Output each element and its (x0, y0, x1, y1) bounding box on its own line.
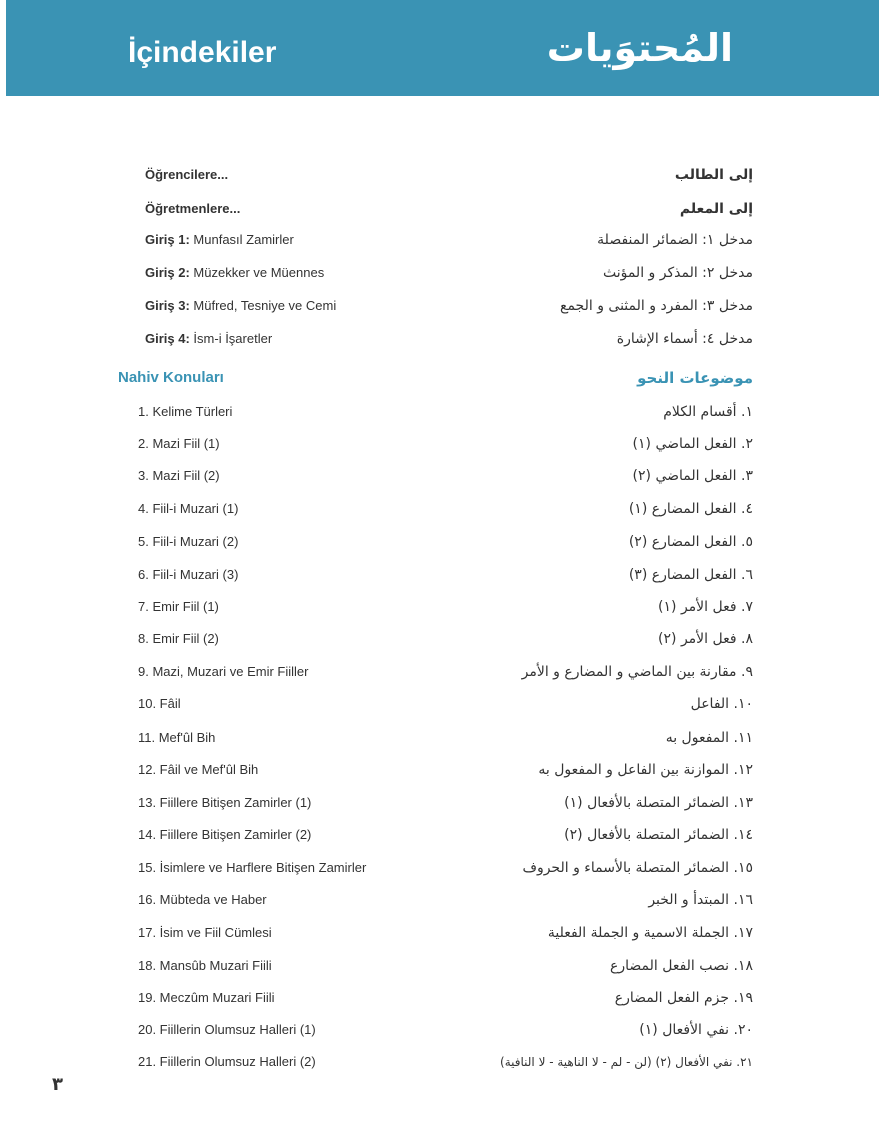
page-title-ar: المُحتوَيات (546, 26, 733, 70)
intro-label: Giriş 1: (145, 232, 190, 247)
topic-row (0, 401, 885, 425)
topic-ar: ٨. فعل الأمر (٢) (658, 631, 753, 647)
topic-row (0, 889, 885, 913)
topic-tr: 3. Mazi Fiil (2) (138, 468, 220, 483)
page-number: ٣ (52, 1074, 63, 1095)
intro-ar: مدخل ١: الضمائر المنفصلة (597, 232, 753, 248)
topic-ar: ٦. الفعل المضارع (٣) (628, 567, 753, 583)
intro-entry (145, 262, 324, 284)
topic-tr: 19. Meczûm Muzari Fiili (138, 990, 275, 1005)
topic-row (0, 693, 885, 717)
topic-row (0, 498, 885, 522)
intro-ar: إلى الطالب (674, 167, 753, 183)
topic-ar: ١٦. المبتدأ و الخبر (648, 892, 753, 908)
topic-row (0, 564, 885, 588)
intro-row (0, 229, 885, 253)
topic-ar: ١٣. الضمائر المتصلة بالأفعال (١) (564, 795, 753, 811)
intro-entry (145, 328, 272, 350)
intro-row (0, 295, 885, 319)
intro-row (0, 262, 885, 286)
intro-text: Müzekker ve Müennes (193, 265, 325, 280)
intro-row (0, 164, 885, 188)
intro-label: Giriş 2: (145, 265, 190, 280)
page-title-tr: İçindekiler (128, 36, 277, 69)
topic-tr: 1. Kelime Türleri (138, 404, 233, 419)
topic-ar: ٧. فعل الأمر (١) (658, 599, 753, 615)
topic-tr: 8. Emir Fiil (2) (138, 631, 219, 646)
topic-row (0, 922, 885, 946)
topic-tr: 14. Fiillere Bitişen Zamirler (2) (138, 827, 312, 842)
topic-row (0, 433, 885, 457)
intro-label: Giriş 3: (145, 298, 190, 313)
topic-ar: ٣. الفعل الماضي (٢) (632, 468, 753, 484)
section-heading (0, 367, 885, 391)
topic-ar: ١٨. نصب الفعل المضارع (610, 958, 753, 974)
topic-tr: 13. Fiillere Bitişen Zamirler (1) (138, 795, 312, 810)
section-title-tr: Nahiv Konuları (118, 369, 224, 386)
topic-ar: ١٠. الفاعل (690, 696, 753, 712)
topic-row (0, 1019, 885, 1043)
topic-row (0, 987, 885, 1011)
topic-ar: ١٢. الموازنة بين الفاعل و المفعول به (538, 762, 753, 778)
topic-ar: ٤. الفعل المضارع (١) (628, 501, 753, 517)
topic-ar: ١. أقسام الكلام (663, 404, 753, 420)
intro-ar: مدخل ٣: المفرد و المثنى و الجمع (560, 298, 753, 314)
topic-row (0, 531, 885, 555)
topic-ar: ٢١. نفي الأفعال (٢) (لن - لم - لا الناهية - لا النافية) (500, 1055, 753, 1069)
header-banner (6, 0, 879, 96)
intro-ar: مدخل ٤: أسماء الإشارة (616, 331, 753, 347)
topic-row (0, 792, 885, 816)
topic-tr: 12. Fâil ve Mef'ûl Bih (138, 762, 259, 777)
intro-text: Munfasıl Zamirler (193, 232, 294, 247)
topic-tr: 4. Fiil-i Muzari (1) (138, 501, 239, 516)
intro-row (0, 198, 885, 222)
topic-tr: 2. Mazi Fiil (1) (138, 436, 220, 451)
topic-ar: ٥. الفعل المضارع (٢) (628, 534, 753, 550)
topic-row (0, 824, 885, 848)
topic-row (0, 596, 885, 620)
topic-tr: 21. Fiillerin Olumsuz Halleri (2) (138, 1054, 316, 1069)
intro-entry (145, 295, 336, 317)
topic-tr: 18. Mansûb Muzari Fiili (138, 958, 272, 973)
topic-ar: ١٩. جزم الفعل المضارع (614, 990, 753, 1006)
intro-text: Müfred, Tesniye ve Cemi (193, 298, 337, 313)
intro-ar: إلى المعلم (679, 201, 753, 217)
topic-row (0, 955, 885, 979)
topic-row (0, 661, 885, 685)
topic-tr: 20. Fiillerin Olumsuz Halleri (1) (138, 1022, 316, 1037)
topic-ar: ١٧. الجملة الاسمية و الجملة الفعلية (547, 925, 753, 941)
topic-tr: 6. Fiil-i Muzari (3) (138, 567, 239, 582)
topic-row (0, 727, 885, 751)
topic-row (0, 1051, 885, 1075)
topic-tr: 15. İsimlere ve Harflere Bitişen Zamirler (138, 860, 367, 875)
topic-tr: 9. Mazi, Muzari ve Emir Fiiller (138, 664, 309, 679)
intro-text: İsm-i İşaretler (193, 331, 273, 346)
topic-ar: ١٥. الضمائر المتصلة بالأسماء و الحروف (522, 860, 753, 876)
topic-row (0, 465, 885, 489)
topic-tr: 7. Emir Fiil (1) (138, 599, 219, 614)
intro-ar: مدخل ٢: المذكر و المؤنث (602, 265, 753, 281)
intro-label: Giriş 4: (145, 331, 190, 346)
topic-row (0, 628, 885, 652)
topic-tr: 16. Mübteda ve Haber (138, 892, 267, 907)
intro-row (0, 328, 885, 352)
topic-tr: 11. Mef'ûl Bih (138, 730, 216, 745)
section-title-ar: موضوعات النحو (637, 369, 753, 387)
topic-ar: ٢. الفعل الماضي (١) (632, 436, 753, 452)
topic-row (0, 759, 885, 783)
topic-ar: ١١. المفعول به (665, 730, 753, 746)
intro-label: Öğretmenlere... (145, 201, 241, 216)
topic-tr: 5. Fiil-i Muzari (2) (138, 534, 239, 549)
topic-ar: ٩. مقارنة بين الماضي و المضارع و الأمر (521, 664, 753, 680)
intro-entry (145, 229, 294, 251)
topic-row (0, 857, 885, 881)
intro-label: Öğrencilere... (145, 167, 229, 182)
topic-ar: ٢٠. نفي الأفعال (١) (639, 1022, 753, 1038)
topic-ar: ١٤. الضمائر المتصلة بالأفعال (٢) (564, 827, 753, 843)
topic-tr: 17. İsim ve Fiil Cümlesi (138, 925, 272, 940)
topic-tr: 10. Fâil (138, 696, 181, 711)
